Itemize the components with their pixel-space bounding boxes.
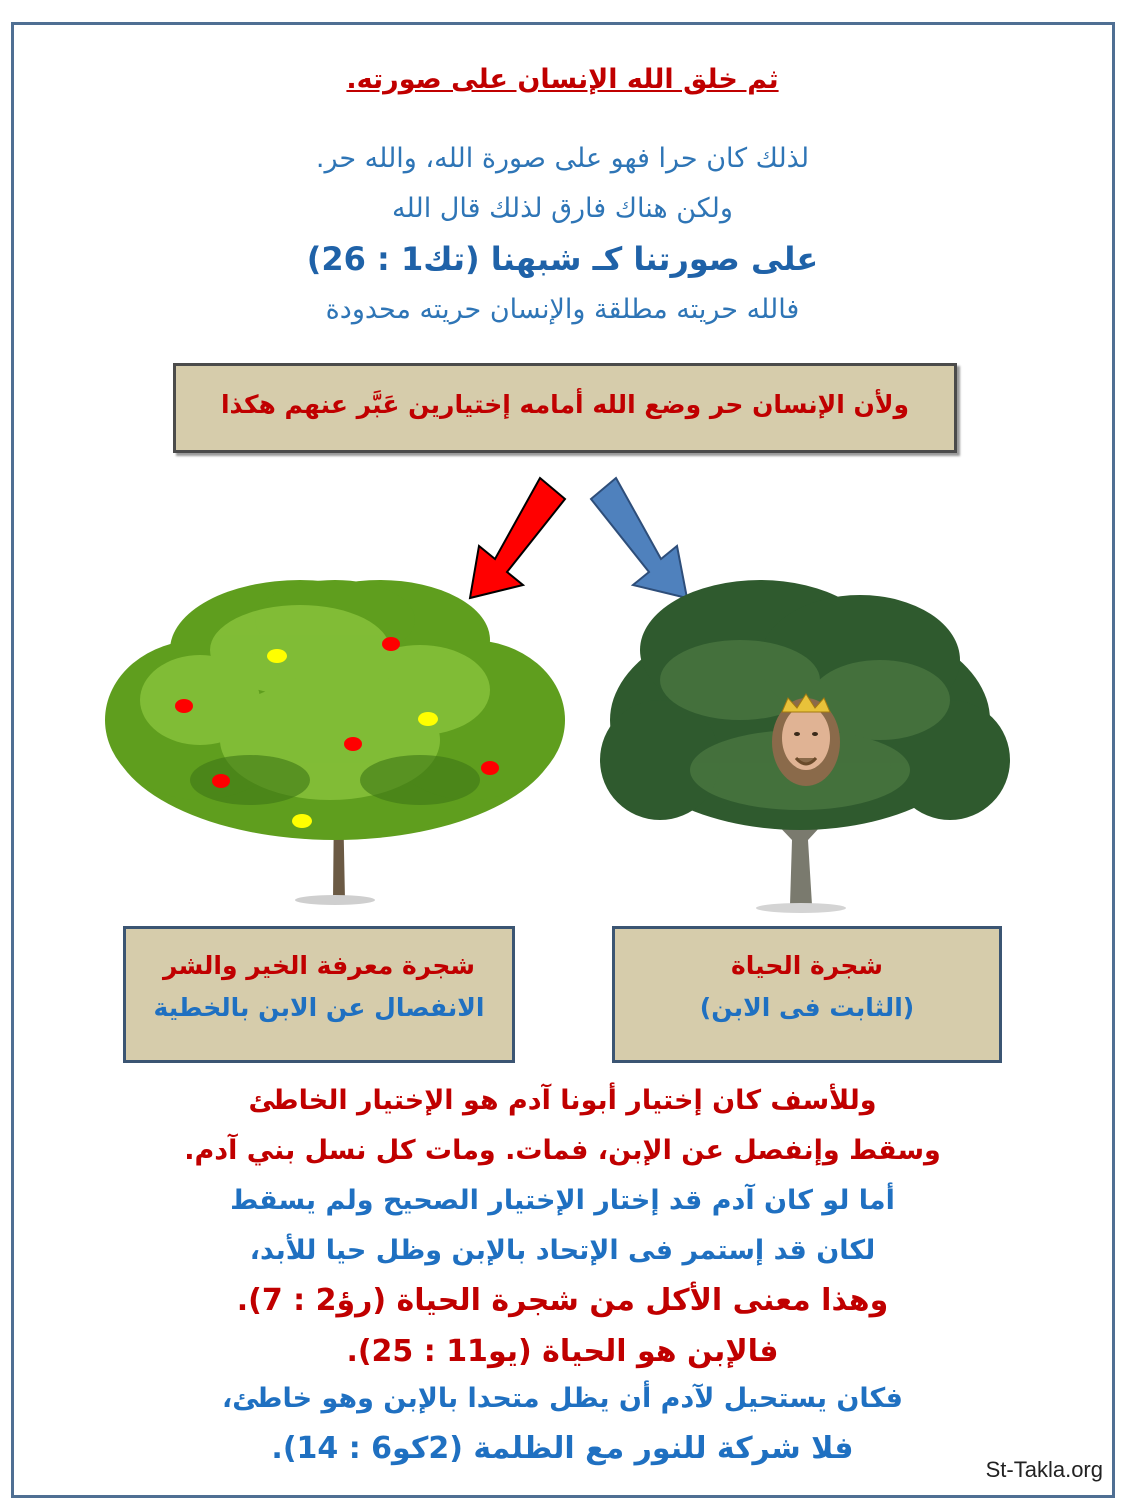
watermark: St-Takla.org xyxy=(985,1457,1103,1482)
life-tree-caption xyxy=(612,926,1002,1063)
intro-verse: على صورتنا كـ شبهنا (تك1 : 26) xyxy=(306,240,819,278)
tree-of-knowledge-image xyxy=(105,580,565,905)
conclusion-line-4: لكان قد إستمر فى الإتحاد بالإبن وظل حيا للأبد، xyxy=(249,1235,876,1266)
knowledge-tree-caption xyxy=(123,926,515,1063)
conclusion-line-5: وهذا معنى الأكل من شجرة الحياة (رؤ2 : 7). xyxy=(236,1283,889,1318)
life-tree-title: شجرة الحياة xyxy=(731,951,883,980)
blue-arrow-icon xyxy=(591,478,687,598)
red-arrow-icon xyxy=(470,478,565,598)
banner-text: ولأن الإنسان حر وضع الله أمامه إختيارين عَبَّر عنهم هكذا xyxy=(220,390,910,419)
conclusion-line-7: فكان يستحيل لآدم أن يظل متحدا بالإبن وهو خاطئ، xyxy=(222,1383,903,1414)
knowledge-tree-title: شجرة معرفة الخير والشر xyxy=(163,951,475,980)
page-title: ثم خلق الله الإنسان على صورته. xyxy=(346,64,779,95)
knowledge-tree-subtitle: الانفصال عن الابن بالخطية xyxy=(153,993,485,1022)
intro-line-4: فالله حريته مطلقة والإنسان حريته محدودة xyxy=(325,294,800,325)
tree-of-life-image xyxy=(600,580,1010,913)
conclusion-line-6: فالإبن هو الحياة (يو11 : 25). xyxy=(346,1334,779,1369)
intro-line-1: لذلك كان حرا فهو على صورة الله، والله حر. xyxy=(315,143,810,174)
conclusion-line-1: وللأسف كان إختيار أبونا آدم هو الإختيار الخاطئ xyxy=(248,1085,877,1116)
conclusion-line-2: وسقط وإنفصل عن الإبن، فمات. ومات كل نسل بني آدم. xyxy=(184,1135,941,1166)
intro-line-2: ولكن هناك فارق لذلك قال الله xyxy=(392,193,733,224)
conclusion-line-8: فلا شركة للنور مع الظلمة (2كو6 : 14). xyxy=(271,1431,854,1466)
conclusion-line-3: أما لو كان آدم قد إختار الإختيار الصحيح ولم يسقط xyxy=(230,1185,895,1216)
life-tree-subtitle: (الثابت فى الابن) xyxy=(699,993,915,1022)
